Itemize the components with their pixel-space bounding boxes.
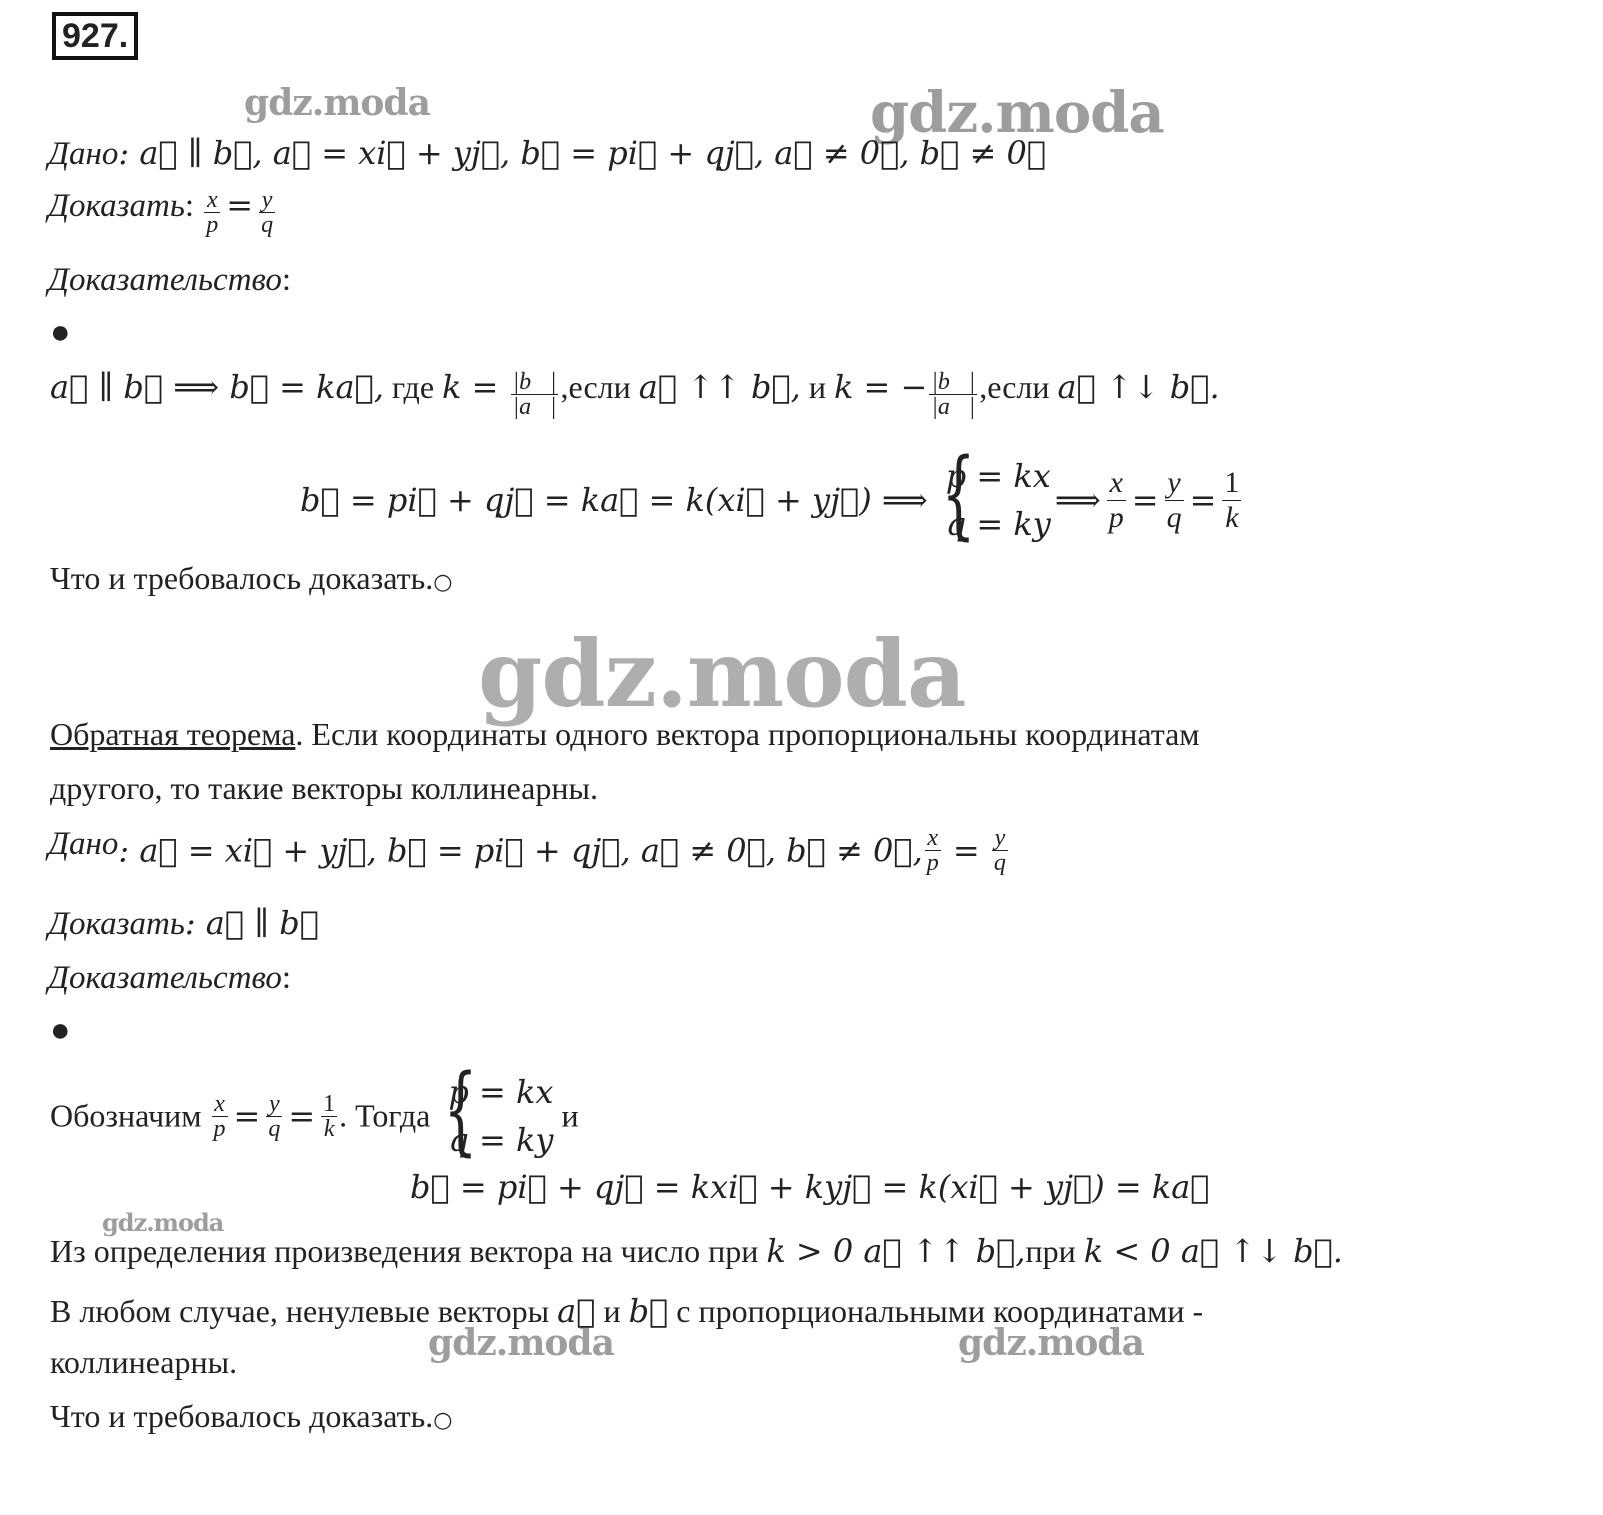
fraction: $\frac{y}{q}$ [261, 186, 274, 238]
fraction: $\frac{y}{q}$ [993, 825, 1006, 876]
equation-system: { p = kx q = ky [941, 438, 1051, 550]
fraction: $\frac{1}{k}$ [1224, 465, 1240, 534]
proof-label: Доказательство [48, 262, 282, 298]
any-case-line-2: коллинеарны. [50, 1344, 238, 1380]
bullet: ● [50, 314, 71, 351]
definition-line: Из определения произведения вектора на число при k > 0 a⃗ ↑↑ b⃗,при k < 0 a⃗ ↑↓ b⃗. [50, 1232, 1343, 1270]
fraction: $\frac{1}{k}$ [323, 1090, 336, 1142]
watermark: gdz.moda [244, 82, 430, 124]
watermark: gdz.moda [870, 80, 1164, 146]
qed-line: Что и требовалось доказать.○ [50, 1398, 453, 1434]
denote-line: Обозначим $\frac{x}{p}$ = $\frac{y}{q}$ = $\frac{1}{k}$ . Тогда { p = kx q = ky и [50, 1054, 579, 1166]
watermark: gdz.moda [102, 1208, 224, 1237]
given-line [48, 134, 1046, 173]
qed-line: Что и требовалось доказать.○ [50, 560, 453, 596]
prove-label: Доказать [48, 906, 185, 942]
watermark: gdz.moda [478, 620, 966, 728]
given-label: Дано [48, 136, 119, 172]
fraction: $\frac{y}{q}$ [1166, 465, 1182, 534]
given-label: Дано [48, 826, 119, 863]
given-expression: : a⃗ ∥ b⃗, a⃗ = xi⃗ + yj⃗, b⃗ = pi⃗ + qj⃗, a⃗ ≠ 0⃗, b⃗ ≠ 0⃗ [118, 134, 1047, 172]
watermark: gdz.moda [428, 1322, 614, 1364]
converse-theorem-line-1: Обратная теорема. Если координаты одного вектора пропорциональны координатам [50, 716, 1200, 752]
vector-b-expansion: b⃗ = pi⃗ + qj⃗ = kxi⃗ + kyj⃗ = k(xi⃗ + yj⃗) = ka⃗ [410, 1168, 1210, 1206]
bullet: ● [50, 1012, 71, 1049]
proof-label-line-2: Доказательство: [48, 960, 292, 996]
prove-line-2: Доказать: a⃗ ∥ b⃗ [48, 904, 319, 942]
fraction: $\frac{x}{p}$ [1108, 465, 1124, 534]
fraction: $\frac{x}{p}$ [926, 825, 939, 876]
proof-line-1: a⃗ ∥ b⃗ ⟹ b⃗ = ka⃗, где k = $\frac{|b⃗|}{|a⃗|}$ ,если a⃗ ↑↑ b⃗, и k = − $\frac{|b⃗|}{|a⃗|}$ ,если a⃗ ↑↓ b⃗. [50, 368, 1220, 420]
fraction: $\frac{|b⃗|}{|a⃗|}$ [512, 368, 557, 420]
fraction: $\frac{x}{p}$ [206, 186, 219, 238]
any-case-line: В любом случае, ненулевые векторы a⃗ и b⃗ с пропорциональными координатами - [50, 1292, 1204, 1330]
prove-line: Доказать: $\frac{x}{p}$ = $\frac{y}{q}$ [48, 186, 274, 238]
equation-system: { p = kx q = ky [444, 1054, 554, 1166]
problem-number: 927. [52, 12, 138, 60]
fraction: $\frac{|b⃗|}{|a⃗|}$ [931, 368, 976, 420]
prove-label: Доказать [48, 188, 185, 224]
converse-theorem-line-2: другого, то такие векторы коллинеарны. [50, 770, 598, 806]
fraction: $\frac{y}{q}$ [268, 1090, 281, 1142]
proof-label-line: Доказательство: [48, 262, 292, 298]
watermark: gdz.moda [958, 1322, 1144, 1364]
proof-line-2: b⃗ = pi⃗ + qj⃗ = ka⃗ = k(xi⃗ + yj⃗) ⟹ { p = kx q = ky ⟹ $\frac{x}{p}$ = $\frac{y}{q}$ = $\frac{1}{k}$ [300, 438, 1240, 550]
proof-label: Доказательство [48, 960, 282, 996]
fraction: $\frac{x}{p}$ [213, 1090, 226, 1142]
given-line-2: Дано: a⃗ = xi⃗ + yj⃗, b⃗ = pi⃗ + qj⃗, a⃗ ≠ 0⃗, b⃗ ≠ 0⃗, $\frac{x}{p}$ = $\frac{y}{q}$ [48, 825, 1006, 876]
converse-label: Обратная теорема [50, 716, 296, 752]
